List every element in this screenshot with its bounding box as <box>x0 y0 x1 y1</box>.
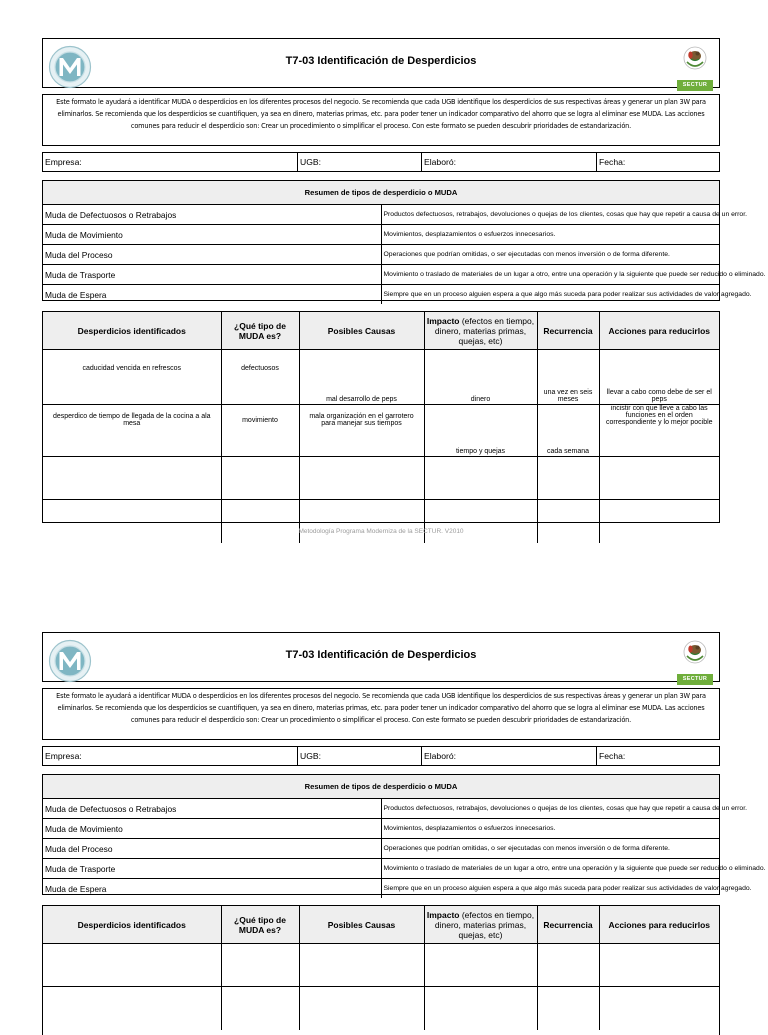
table-row <box>43 265 719 285</box>
muda-name: Muda de Espera <box>43 879 381 899</box>
summary-table <box>42 774 766 895</box>
muda-name: Muda de Trasporte <box>43 265 381 285</box>
field-fecha[interactable]: Fecha: <box>599 751 626 761</box>
cell-recurrencia[interactable]: cada semana <box>537 405 599 457</box>
table-row <box>43 944 719 987</box>
muda-name: Muda de Defectuosos o Retrabajos <box>43 205 381 225</box>
intro-text: Este formato le ayudará a identificar MUDA o desperdicios en los diferentes procesos del negocio. Se recomienda que cada UGB identifique los desperdicios de sus respectivas áreas y generar un plan 3W para eliminarlos. Se recomienda que los desperdicios se cuantifiquen, ya sea en dinero, materias primas, etc. para poder tener un indicador comparativo del ahorro que se logra al eliminar ese MUDA. Las acciones comunes para reducir el desperdicio son: Crear un procedimiento o simplificar el proceso. Con este formato se pueden descubrir prioridades de estandarización. <box>42 94 720 146</box>
cell-tipo[interactable]: movimiento <box>221 405 299 457</box>
mexico-seal-icon <box>677 637 713 669</box>
header-impacto <box>424 312 537 350</box>
header-impacto-bold: Impacto <box>426 909 460 920</box>
cell-recurrencia[interactable] <box>537 987 599 1030</box>
muda-desc: Productos defectuosos, retrabajos, devoluciones o quejas de los clientes, cosas que hay que repetir a causa de un error. <box>381 205 719 225</box>
field-empresa[interactable]: Empresa: <box>43 747 298 765</box>
cell-desperdicio[interactable]: caducidad vencida en refrescos <box>43 350 221 405</box>
intro-text: Este formato le ayudará a identificar MUDA o desperdicios en los diferentes procesos del negocio. Se recomienda que cada UGB identifique los desperdicios de sus respectivas áreas y generar un plan 3W para eliminarlos. Se recomienda que los desperdicios se cuantifiquen, ya sea en dinero, materias primas, etc. para poder tener un indicador comparativo del ahorro que se logra al eliminar ese MUDA. Las acciones comunes para reducir el desperdicio son: Crear un procedimiento o simplificar el proceso. Con este formato se pueden descubrir prioridades de estandarización. <box>42 688 720 740</box>
cell-impacto[interactable] <box>424 944 537 987</box>
summary-table <box>42 180 766 301</box>
sectur-logo <box>677 637 713 680</box>
footer-text: Metodología Programa Moderniza de la SECTUR. V2010 <box>298 528 464 535</box>
table-row <box>43 879 719 899</box>
form-title: T7-03 Identificación de Desperdicios <box>285 649 477 661</box>
cell-desperdicio[interactable] <box>43 944 221 987</box>
cell-impacto[interactable] <box>424 987 537 1030</box>
summary-title: Resumen de tipos de desperdicio o MUDA <box>43 181 719 205</box>
muda-desc: Siempre que en un proceso alguien espera a que algo más suceda para poder realizar sus actividades de valor agregado. <box>381 879 719 899</box>
table-row <box>43 500 719 543</box>
cell-accion[interactable]: llevar a cabo como debe de ser el peps <box>599 350 719 405</box>
moderniza-logo-icon <box>48 45 92 89</box>
table-row <box>43 205 719 225</box>
cell-recurrencia[interactable]: una vez en seis meses <box>537 350 599 405</box>
muda-desc: Operaciones que podrían omitidas, o ser ejecutadas con menos inversión o de forma diferente. <box>381 839 719 859</box>
muda-desc: Movimientos, desplazamientos o esfuerzos innecesarios. <box>381 225 719 245</box>
cell-tipo[interactable]: defectuosos <box>221 350 299 405</box>
table-row <box>43 285 719 305</box>
cell-accion[interactable] <box>599 944 719 987</box>
cell-tipo[interactable] <box>221 457 299 500</box>
cell-tipo[interactable] <box>221 500 299 543</box>
info-fields <box>42 152 720 172</box>
header-tipo: ¿Qué tipo de MUDA es? <box>221 312 299 350</box>
cell-accion[interactable] <box>599 457 719 500</box>
field-empresa[interactable]: Empresa: <box>43 153 298 171</box>
muda-name: Muda de Movimiento <box>43 819 381 839</box>
header-desperdicios: Desperdicios identificados <box>43 906 221 944</box>
table-row <box>43 987 719 1030</box>
cell-impacto[interactable]: dinero <box>424 350 537 405</box>
cell-causa[interactable] <box>299 457 424 500</box>
muda-desc: Movimiento o traslado de materiales de un lugar a otro, entre una operación y la siguiente que puede ser reducido o eliminado. <box>381 859 719 879</box>
form-header <box>42 632 720 682</box>
header-causas: Posibles Causas <box>299 312 424 350</box>
muda-table <box>42 311 720 523</box>
cell-causa[interactable] <box>299 500 424 543</box>
header-impacto <box>424 906 537 944</box>
cell-accion[interactable] <box>599 500 719 543</box>
cell-causa[interactable] <box>299 944 424 987</box>
mexico-seal-icon <box>677 43 713 75</box>
header-causas: Posibles Causas <box>299 906 424 944</box>
cell-desperdicio[interactable]: desperdico de tiempo de llegada de la cocina a ala mesa <box>43 405 221 457</box>
cell-impacto[interactable]: tiempo y quejas <box>424 405 537 457</box>
cell-desperdicio[interactable] <box>43 500 221 543</box>
muda-name: Muda de Defectuosos o Retrabajos <box>43 799 381 819</box>
table-row <box>43 819 719 839</box>
sectur-label: SECTUR <box>677 674 713 685</box>
header-acciones: Acciones para reducirlos <box>599 906 719 944</box>
muda-desc: Operaciones que podrían omitidas, o ser ejecutadas con menos inversión o de forma diferente. <box>381 245 719 265</box>
field-ugb[interactable]: UGB: <box>298 153 422 171</box>
table-row <box>43 225 719 245</box>
form-title: T7-03 Identificación de Desperdicios <box>285 55 477 67</box>
cell-causa[interactable] <box>299 987 424 1030</box>
cell-impacto[interactable] <box>424 457 537 500</box>
muda-table <box>42 905 720 1035</box>
summary-title: Resumen de tipos de desperdicio o MUDA <box>43 775 719 799</box>
muda-desc: Productos defectuosos, retrabajos, devoluciones o quejas de los clientes, cosas que hay que repetir a causa de un error. <box>381 799 719 819</box>
cell-tipo[interactable] <box>221 944 299 987</box>
field-ugb[interactable]: UGB: <box>298 747 422 765</box>
cell-recurrencia[interactable] <box>537 944 599 987</box>
moderniza-logo-icon <box>48 639 92 683</box>
cell-desperdicio[interactable] <box>43 987 221 1030</box>
field-fecha[interactable]: Fecha: <box>599 157 626 167</box>
table-row <box>43 799 719 819</box>
cell-accion[interactable]: incistir con que lleve a cabo las funciones en el orden correspondiente y lo mejor pocible <box>599 405 719 457</box>
cell-desperdicio[interactable] <box>43 457 221 500</box>
table-row <box>43 245 719 265</box>
field-elaboro[interactable]: Elaboró: <box>422 153 597 171</box>
cell-recurrencia[interactable] <box>537 457 599 500</box>
header-tipo: ¿Qué tipo de MUDA es? <box>221 906 299 944</box>
cell-impacto[interactable] <box>424 500 537 543</box>
muda-name: Muda de Movimiento <box>43 225 381 245</box>
sectur-label: SECTUR <box>677 80 713 91</box>
cell-causa[interactable]: mal desarrollo de peps <box>299 350 424 405</box>
form-header <box>42 38 720 88</box>
header-recurrencia: Recurrencia <box>537 906 599 944</box>
muda-desc: Siempre que en un proceso alguien espera a que algo más suceda para poder realizar sus actividades de valor agregado. <box>381 285 719 305</box>
table-row <box>43 405 719 457</box>
header-impacto-bold: Impacto <box>426 315 460 326</box>
header-recurrencia: Recurrencia <box>537 312 599 350</box>
header-acciones: Acciones para reducirlos <box>599 312 719 350</box>
muda-name: Muda de Espera <box>43 285 381 305</box>
muda-desc: Movimientos, desplazamientos o esfuerzos innecesarios. <box>381 819 719 839</box>
header-impacto-rest: (efectos en tiempo, dinero, materias primas, quejas, etc) <box>434 909 535 940</box>
muda-name: Muda de Trasporte <box>43 859 381 879</box>
field-elaboro[interactable]: Elaboró: <box>422 747 597 765</box>
cell-causa[interactable]: mala organización en el garrotero para manejar sus tiempos <box>299 405 424 457</box>
muda-desc: Movimiento o traslado de materiales de un lugar a otro, entre una operación y la siguiente que puede ser reducido o eliminado. <box>381 265 719 285</box>
muda-name: Muda del Proceso <box>43 245 381 265</box>
sectur-logo <box>677 43 713 86</box>
info-fields <box>42 746 720 766</box>
cell-tipo[interactable] <box>221 987 299 1030</box>
header-impacto-rest: (efectos en tiempo, dinero, materias primas, quejas, etc) <box>434 315 535 346</box>
table-row <box>43 859 719 879</box>
cell-accion[interactable] <box>599 987 719 1030</box>
table-row <box>43 839 719 859</box>
header-desperdicios: Desperdicios identificados <box>43 312 221 350</box>
muda-name: Muda del Proceso <box>43 839 381 859</box>
cell-recurrencia[interactable] <box>537 500 599 543</box>
table-row <box>43 457 719 500</box>
table-row <box>43 350 719 405</box>
